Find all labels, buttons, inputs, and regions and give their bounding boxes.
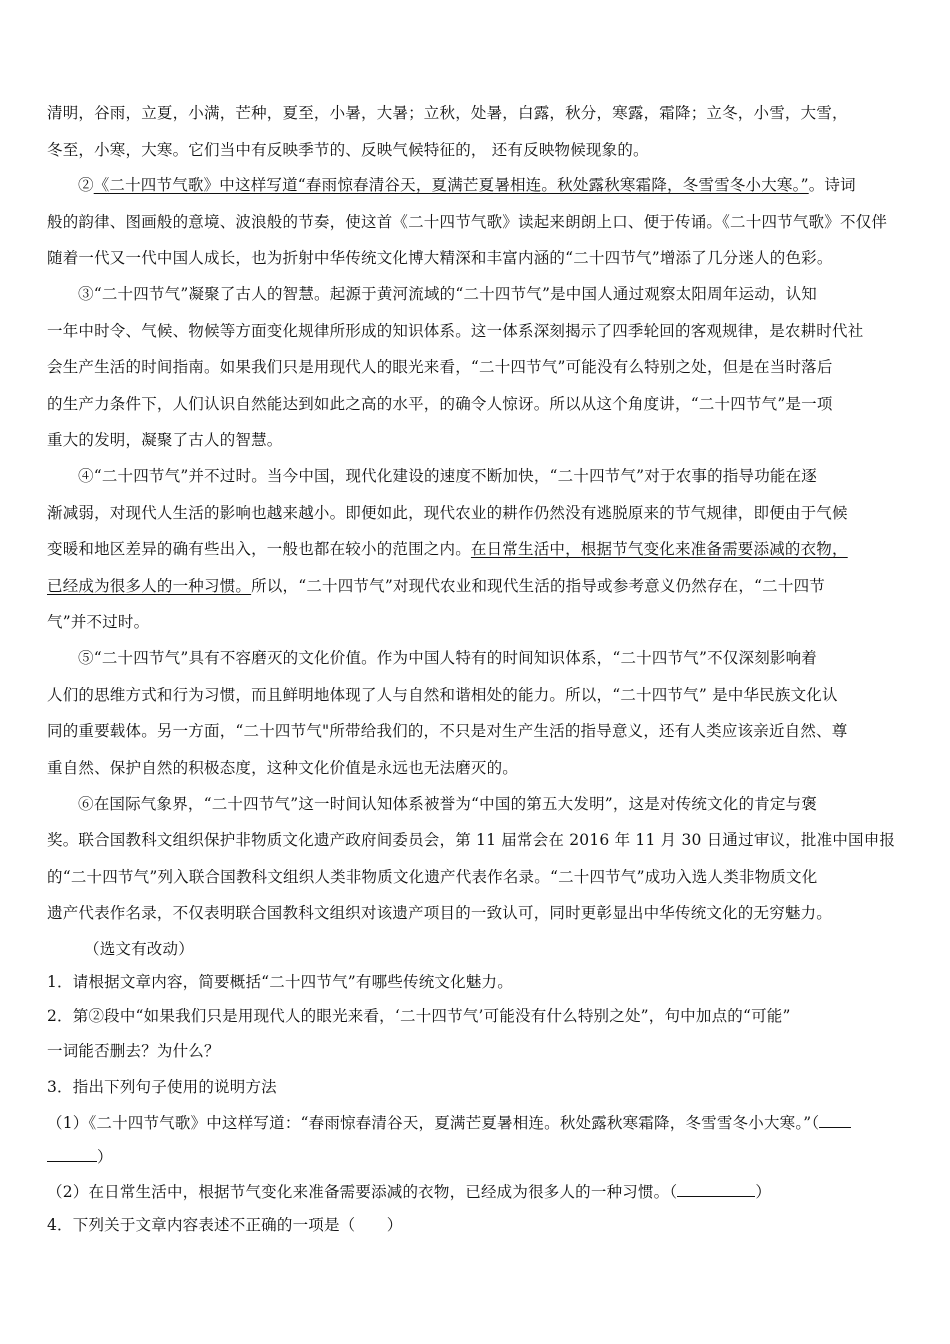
answer-blank[interactable]	[819, 1112, 851, 1128]
question-2: 2．第②段中“如果我们只是用现代人的眼光来看，‘二十四节气’可能没有什么特别之处”，句中加点的“可能”	[47, 1007, 791, 1025]
bracket-close: ）	[97, 1148, 113, 1166]
question-3: 3．指出下列句子使用的说明方法	[47, 1078, 277, 1096]
question-3-1-continued	[47, 1146, 113, 1167]
question-2-continued: 一词能否删去？为什么？	[47, 1042, 220, 1060]
text-line	[47, 576, 825, 596]
text-line: 渐减弱，对现代人生活的影响也越来越小。即便如此，现代农业的耕作仍然没有逃脱原来的节气规律，即便由于气候	[47, 504, 848, 522]
question-1: 1．请根据文章内容，简要概括“二十四节气”有哪些传统文化魅力。	[47, 973, 513, 991]
paragraph-2-first-line	[78, 175, 856, 195]
text-line: 冬至，小寒，大寒。它们当中有反映季节的、反映气候特征的， 还有反映物候现象的。	[47, 141, 649, 159]
answer-blank[interactable]	[677, 1181, 755, 1197]
text-line	[47, 539, 848, 559]
text-line: 清明，谷雨，立夏，小满，芒种，夏至，小暑，大暑；立秋，处暑，白露，秋分，寒露，霜降；立冬，小雪，大雪，	[47, 104, 848, 122]
bracket-close: ）	[755, 1183, 772, 1201]
underlined-sentence: 在日常生活中，根据节气变化来准备需要添减的衣物，	[470, 540, 848, 558]
text-line: 重自然、保护自然的积极态度，这种文化价值是永远也无法磨灭的。	[47, 759, 519, 777]
paragraph-3-first-line: ③“二十四节气”凝聚了古人的智慧。起源于黄河流域的“二十四节气”是中国人通过观察太阳周年运动，认知	[78, 285, 817, 303]
underlined-sentence: 已经成为很多人的一种习惯。	[47, 577, 252, 595]
paragraph-4-first-line: ④“二十四节气”并不过时。当今中国，现代化建设的速度不断加快，“二十四节气”对于农事的指导功能在逐	[78, 467, 817, 485]
answer-blank[interactable]	[47, 1146, 97, 1162]
text-line: 人们的思维方式和行为习惯，而且鲜明地体现了人与自然和谐相处的能力。所以，“二十四节气” 是中华民族文化认	[47, 686, 838, 704]
text-line: 重大的发明，凝聚了古人的智慧。	[47, 431, 283, 449]
source-note: （选文有改动）	[84, 940, 194, 958]
question-4: 4．下列关于文章内容表述不正确的一项是（ ）	[47, 1216, 403, 1234]
question-text: （2）在日常生活中，根据节气变化来准备需要添减的衣物，已经成为很多人的一种习惯。（	[47, 1183, 678, 1201]
text-line: 气”并不过时。	[47, 613, 150, 631]
text-line: 遗产代表作名录，不仅表明联合国教科文组织对该遗产项目的一致认可，同时更彰显出中华传统文化的无穷魅力。	[47, 904, 833, 922]
paragraph-5-first-line: ⑤“二十四节气”具有不容磨灭的文化价值。作为中国人特有的时间知识体系，“二十四节气”不仅深刻影响着	[78, 649, 817, 667]
paragraph-number: ②	[78, 176, 94, 194]
text-line: 一年中时令、气候、物候等方面变化规律所形成的知识体系。这一体系深刻揭示了四季轮回的客观规律，是农耕时代社	[47, 322, 864, 340]
text-line: 随着一代又一代中国人成长，也为折射中华传统文化博大精深和丰富内涵的“二十四节气”增添了几分迷人的色彩。	[47, 249, 833, 267]
text-line: 奖。联合国教科文组织保护非物质文化遗产政府间委员会，第 11 届常会在 2016 年 11 月 30 日通过审议，批准中国申报	[47, 831, 896, 849]
question-3-1	[47, 1112, 851, 1133]
text-line: 的“二十四节气”列入联合国教科文组织人类非物质文化遗产代表作名录。“二十四节气”成功入选人类非物质文化	[47, 868, 818, 886]
text-line: 般的韵律、图画般的意境、波浪般的节奏，使这首《二十四节气歌》读起来朗朗上口、便于传诵。《二十四节气歌》不仅伴	[47, 213, 888, 231]
question-text: （1）《二十四节气歌》中这样写道：“春雨惊春清谷天，夏满芒夏暑相连。秋处露秋寒霜降，冬雪雪冬小大寒。”（	[47, 1114, 820, 1132]
text-segment: 所以，“二十四节气”对现代农业和现代生活的指导或参考意义仍然存在，“二十四节	[251, 577, 825, 595]
paragraph-6-first-line: ⑥在国际气象界，“二十四节气”这一时间认知体系被誉为“中国的第五大发明”，这是对传统文化的肯定与褒	[78, 795, 817, 813]
question-3-2	[47, 1181, 771, 1202]
text-line: 会生产生活的时间指南。如果我们只是用现代人的眼光来看，“二十四节气”可能没有么特别之处，但是在当时落后	[47, 358, 833, 376]
text-segment: 。诗词	[808, 176, 856, 194]
underlined-quote: 《二十四节气歌》中这样写道“春雨惊春清谷天，夏满芒夏暑相连。秋处露秋寒霜降，冬雪雪冬小大寒。”	[93, 176, 809, 194]
text-segment: 变暖和地区差异的确有些出入，一般也都在较小的范围之内。	[47, 540, 471, 558]
text-line: 同的重要载体。另一方面，“二十四节气"所带给我们的，不只是对生产生活的指导意义，还有人类应该亲近自然、尊	[47, 722, 848, 740]
text-line: 的生产力条件下，人们认识自然能达到如此之高的水平，的确令人惊讶。所以从这个角度讲，“二十四节气”是一项	[47, 395, 833, 413]
